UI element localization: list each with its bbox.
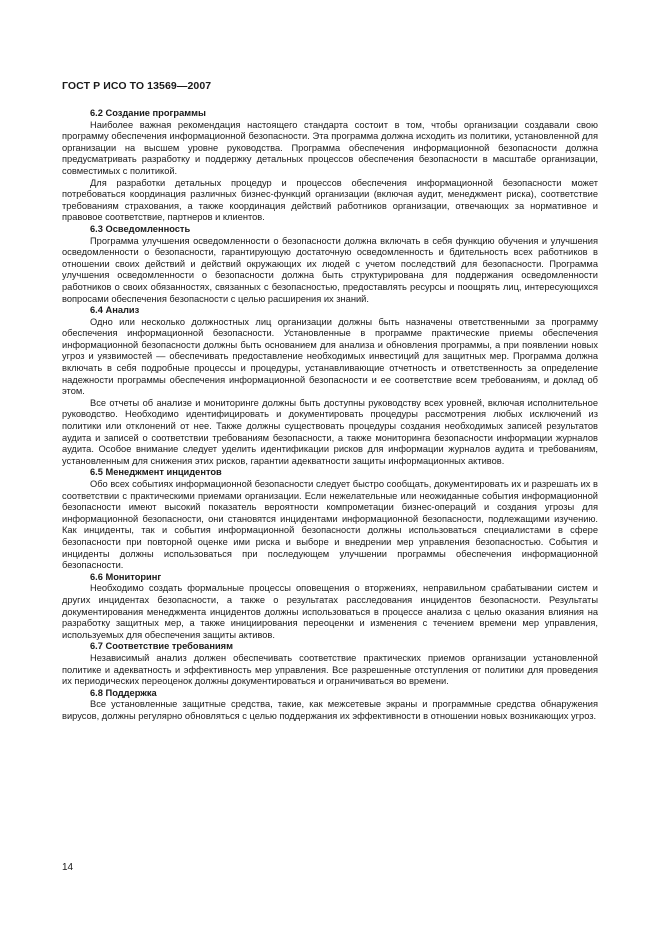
- paragraph: Одно или несколько должностных лиц организации должны быть назначены ответственными за программу обеспечения информационной безопасности. Установленные в программе практические приемы обеспечения информационной безопасности должны быть основанием для анализа и обновления программы, а при появлении новых угроз и уязвимостей — обеспечивать предоставление необходимых инвестиций для защитных мер. Программа должна включать в себя подробные процессы и процедуры, устанавливающие отчетность и ответственность за определение надежности программы обеспечения информационной безопасности и ее соответствие всем требованиям, и доклад об этом.: [62, 316, 598, 397]
- document-body: [62, 108, 598, 722]
- paragraph: Наиболее важная рекомендация настоящего стандарта состоит в том, чтобы организации создавали свою программу обеспечения информационной безопасности. Эта программа должна исходить из политики, установленной для организации на высшем уровне руководства. Программа обеспечения информационной безопасности должна предусматривать разработку и поддержку детальных процессов обеспечения безопасности в масштабе организации, совместимых с политикой.: [62, 119, 598, 176]
- paragraph: Независимый анализ должен обеспечивать соответствие практических приемов организации установленной политике и адекватность и эффективность мер управления. Все разрешенные отступления от политики для проведения их периодических переоценок должны документироваться и ограничиваться во времени.: [62, 652, 598, 687]
- section-6-8: [62, 688, 598, 723]
- section-6-4: [62, 305, 598, 467]
- page-number: 14: [62, 862, 74, 873]
- section-heading: 6.3 Осведомленность: [90, 223, 191, 234]
- section-6-7: [62, 641, 598, 687]
- paragraph: Все установленные защитные средства, такие, как межсетевые экраны и программные средства обнаружения вирусов, должны регулярно обновляться с целью поддержания их эффективности в отношении новых возникающих угроз.: [62, 699, 598, 721]
- paragraph: Обо всех событиях информационной безопасности следует быстро сообщать, документировать их и разрешать их в соответствии с практическими приемами организации. Если нежелательные или неожиданные события информационной безопасности имеют высокий показатель вероятности компрометации бизнес-операций и создания угрозы для информационной безопасности, они становятся инцидентами информационной безопасности, подлежащими изучению. Как инциденты, так и события информационной безопасности должны использоваться специалистами в сфере безопасности при повторной оценке ими риска и выборе и внедрении мер управления безопасностью. События и инциденты должны использоваться при последующем улучшении программы обеспечения информационной безопасности.: [62, 479, 598, 571]
- section-heading: 6.4 Анализ: [90, 305, 140, 316]
- section-heading: 6.2 Создание программы: [90, 108, 206, 118]
- paragraph: Программа улучшения осведомленности о безопасности должна включать в себя функцию обучения и улучшения осведомленности о безопасности, гарантирующую достаточную осведомленность и бдительность всех работников в отношении своих действий и действий окружающих их людей с учетом последствий для безопасности. Программа улучшения осведомленности о безопасности должна быть структурирована для поддержания осведомленности работников о своих обязанностях, связанных с безопасностью, предоставлять ресурсы и поощрять лиц, интересующихся вопросами обеспечения безопасности с целью расширения их знаний.: [62, 235, 598, 304]
- section-6-5: [62, 467, 598, 571]
- standard-header: ГОСТ Р ИСО ТО 13569—2007: [62, 80, 212, 92]
- section-6-3: [62, 224, 598, 305]
- section-6-6: [62, 572, 598, 642]
- paragraph: Для разработки детальных процедур и процессов обеспечения информационной безопасности может потребоваться координация различных бизнес-функций организации (включая аудит, менеджмент риска), соответствие требованиям страхования, а также координация действий работников организации, отвечающих за нормативное и правовое соответствие, партнеров и клиентов.: [62, 177, 598, 223]
- section-6-2: [62, 108, 598, 224]
- section-heading: 6.6 Мониторинг: [90, 571, 162, 582]
- section-heading: 6.7 Соответствие требованиям: [90, 641, 233, 652]
- paragraph: Необходимо создать формальные процессы оповещения о вторжениях, неправильном срабатывании систем и других инцидентах безопасности, а также о результатах расследования инцидентов безопасности. Результаты документирования менеджмента инцидентов должны использоваться в процессе анализа с целью оказания влияния на разработку защитных мер, а также инициирования переоценки и изменения с течением времени мер управления, используемых для обеспечения защиты активов.: [62, 583, 598, 640]
- paragraph: Все отчеты об анализе и мониторинге должны быть доступны руководству всех уровней, включая исполнительное руководство. Необходимо идентифицировать и документировать процедуры рассмотрения любых исключений из политики или отклонений от нее. Также должны существовать процедуры создания необходимых записей результатов аудита и записей о соответствии требованиям безопасности, а также мониторинга безопасности информации журналов аудита. Особое внимание следует уделить идентификации рисков для информации журналов аудита и требованиям, установленным для снижения этих рисков, гарантии адекватности защиты информационных активов.: [62, 397, 598, 466]
- section-heading: 6.5 Менеджмент инцидентов: [90, 467, 222, 478]
- section-heading: 6.8 Поддержка: [90, 687, 157, 698]
